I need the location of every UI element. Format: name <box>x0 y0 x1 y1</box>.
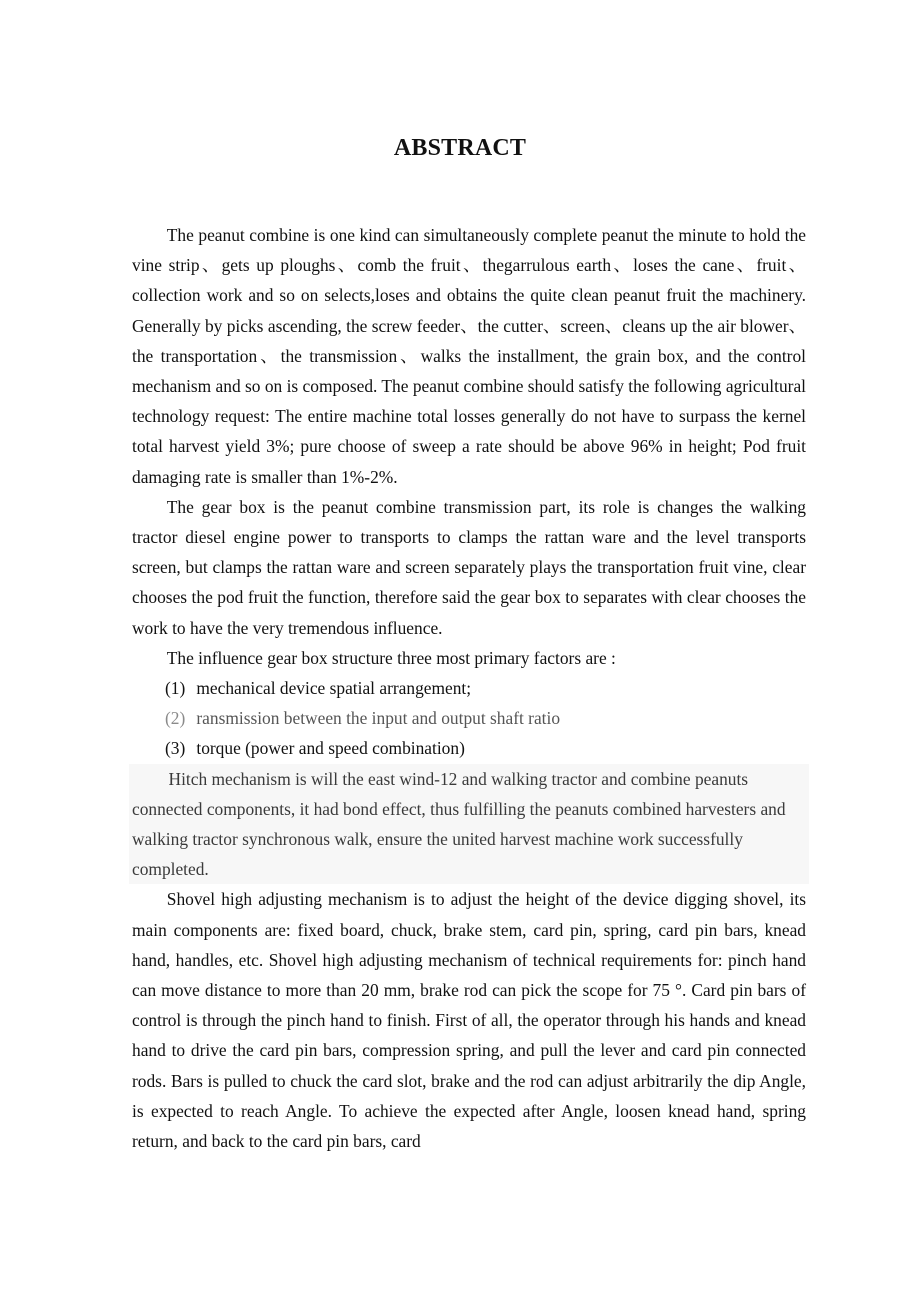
paragraph-shovel-mechanism: Shovel high adjusting mechanism is to adjust the height of the device digging shovel, its main components are: fixed board, chuck, brake stem, card pin, spring, card pin bars, knead hand, handles, etc. Shovel high adjusting mechanism of technical requirements for: pinch hand can move distance to more than 20 mm, brake rod can pick the scope for 75 °. Card pin bars of control is through the pinch hand to finish. First of all, the operator through his hands and knead hand to drive the card pin bars, compression spring, and pull the lever and card pin connected rods. Bars is pulled to chuck the card slot, brake and the rod can adjust arbitrarily the dip Angle, is expected to reach Angle. To achieve the expected after Angle, loosen knead hand, spring return, and back to the card pin bars, card <box>132 889 806 1152</box>
factor-number: (1) <box>165 678 186 699</box>
factor-item-3 <box>132 733 806 763</box>
factor-number: (2) <box>165 708 186 729</box>
paragraph-influence-factors: The influence gear box structure three most primary factors are : <box>166 647 616 668</box>
page-title: ABSTRACT <box>393 135 527 161</box>
factor-text: ransmission between the input and output shaft ratio <box>196 708 561 729</box>
paragraph-gear-box: The gear box is the peanut combine transmission part, its role is changes the walking tractor diesel engine power to transports to clamps the rattan ware and the level transports screen, but clamps the rattan ware and screen separately plays the transportation fruit vine, clear chooses the pod fruit the function, therefore said the gear box to separates with clear chooses the work to have the very tremendous influence. <box>132 496 806 638</box>
paragraph-hitch-mechanism: Hitch mechanism is will the east wind-12 and walking tractor and combine peanuts connected components, it had bond effect, thus fulfilling the peanuts combined harvesters and walking tractor synchronous walk, ensure the united harvest machine work successfully completed. <box>132 768 786 880</box>
hitch-mechanism-block <box>129 764 809 885</box>
factor-text: mechanical device spatial arrangement; <box>196 678 472 699</box>
paragraph-peanut-combine: The peanut combine is one kind can simultaneously complete peanut the minute to hold the vine strip、gets up ploughs、comb the fruit、thegarrulous earth、loses the cane、fruit、collection work and so on selects,loses and obtains the quite clean peanut fruit the machinery. Generally by picks ascending, the screw feeder、the cutter、screen、cleans up the air blower、the transportation、the transmission、walks the installment, the grain box, and the control mechanism and so on is composed. The peanut combine should satisfy the following agricultural technology request: The entire machine total losses generally do not have to surpass the kernel total harvest yield 3%; pure choose of sweep a rate should be above 96% in height; Pod fruit damaging rate is smaller than 1%-2%. <box>132 225 806 487</box>
factor-item-1 <box>132 673 806 703</box>
abstract-body <box>132 220 806 1156</box>
factor-item-2 <box>132 703 806 733</box>
factor-text: torque (power and speed combination) <box>196 738 465 759</box>
factor-number: (3) <box>165 738 186 759</box>
